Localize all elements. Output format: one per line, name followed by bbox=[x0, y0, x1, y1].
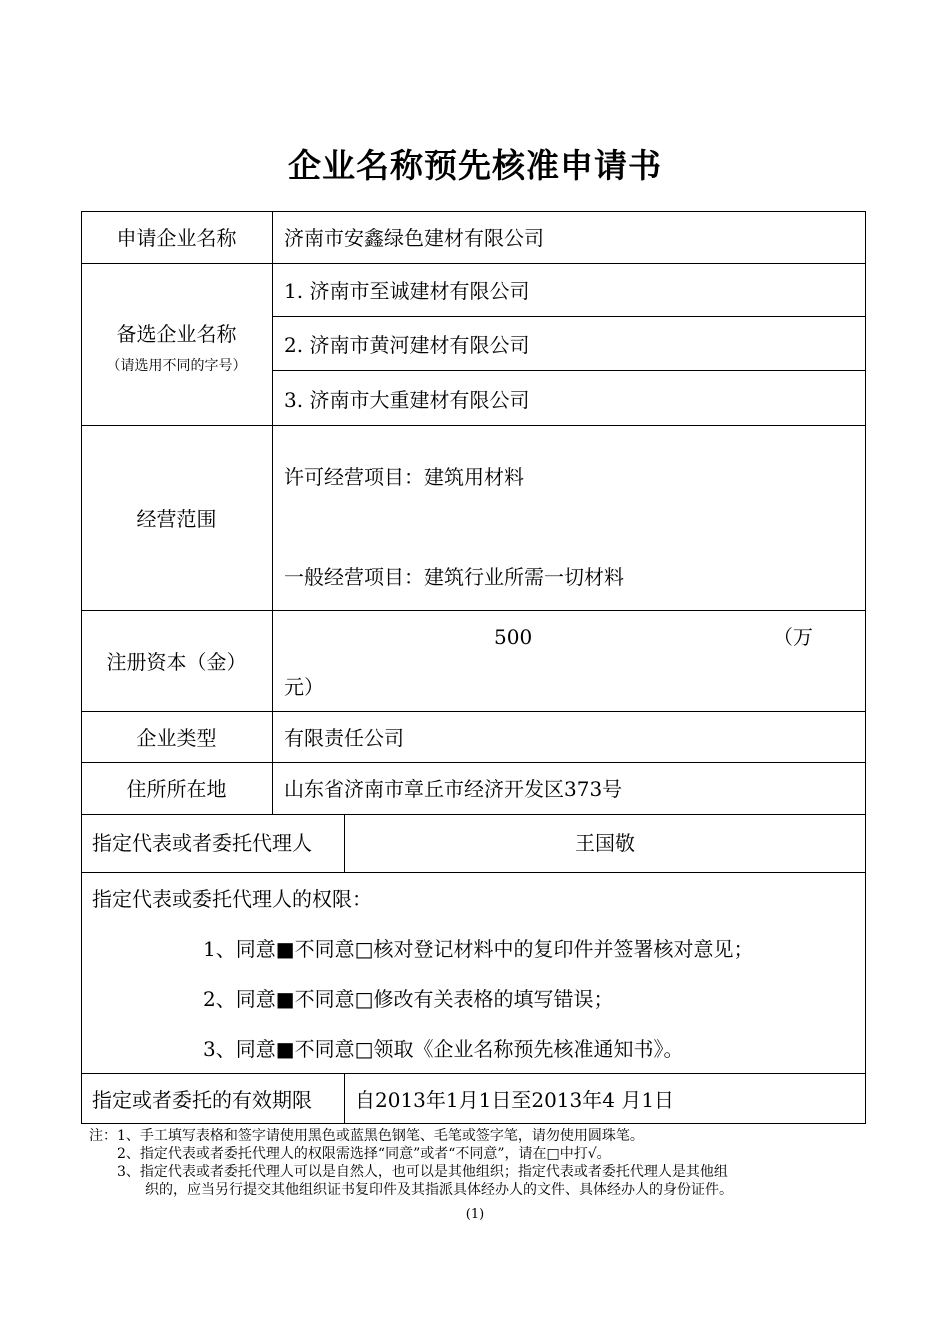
alternate-name-2: 2. 济南市黄河建材有限公司 bbox=[284, 333, 530, 357]
row-divider bbox=[272, 316, 866, 317]
row-divider bbox=[81, 711, 866, 712]
authority-heading: 指定代表或委托代理人的权限： bbox=[92, 887, 372, 911]
row-divider bbox=[81, 1073, 866, 1074]
validity-value: 自2013年1月1日至2013年4 月1日 bbox=[355, 1088, 675, 1112]
representative-label: 指定代表或者委托代理人 bbox=[92, 831, 312, 855]
row-divider bbox=[81, 263, 866, 264]
authority-item-3: 3、同意■不同意□领取《企业名称预先核准通知书》。 bbox=[203, 1037, 684, 1061]
authority-item-1: 1、同意■不同意□核对登记材料中的复印件并签署核对意见； bbox=[203, 937, 754, 961]
registered-capital-unit-continued: 元） bbox=[284, 675, 324, 699]
alternate-name-1: 1. 济南市至诚建材有限公司 bbox=[284, 279, 530, 303]
column-divider bbox=[272, 211, 273, 814]
business-scope-label: 经营范围 bbox=[136, 507, 217, 531]
licensed-business-items: 许可经营项目：建筑用材料 bbox=[284, 465, 524, 489]
row-divider bbox=[81, 425, 866, 426]
alternate-names-sublabel: （请选用不同的字号） bbox=[106, 358, 247, 374]
row-divider bbox=[81, 814, 866, 815]
representative-value: 王国敬 bbox=[575, 831, 635, 855]
footnote-2: 2、指定代表或者委托代理人的权限需选择“同意”或者“不同意”，请在□中打√。 bbox=[117, 1146, 611, 1162]
page-title: 企业名称预先核准申请书 bbox=[288, 146, 662, 185]
address-value: 山东省济南市章丘市经济开发区373号 bbox=[284, 777, 623, 801]
row-divider bbox=[272, 370, 866, 371]
footnote-3-continued: 织的，应当另行提交其他组织证书复印件及其指派具体经办人的文件、具体经办人的身份证件。 bbox=[145, 1182, 733, 1198]
column-divider bbox=[344, 1073, 345, 1124]
applicant-name-value: 济南市安鑫绿色建材有限公司 bbox=[284, 226, 544, 250]
alternate-name-3: 3. 济南市大重建材有限公司 bbox=[284, 388, 530, 412]
registered-capital-label: 注册资本（金） bbox=[106, 650, 247, 674]
registered-capital-unit: （万 bbox=[773, 625, 813, 649]
footnote-1: 注：1、手工填写表格和签字请使用黑色或蓝黑色钢笔、毛笔或签字笔，请勿使用圆珠笔。 bbox=[89, 1128, 644, 1144]
page-number: (1) bbox=[465, 1207, 485, 1222]
registered-capital-amount: 500 bbox=[494, 625, 533, 649]
alternate-names-label: 备选企业名称 bbox=[116, 322, 237, 346]
authority-item-2: 2、同意■不同意□修改有关表格的填写错误； bbox=[203, 987, 614, 1011]
applicant-name-label: 申请企业名称 bbox=[116, 226, 237, 250]
footnote-3: 3、指定代表或者委托代理人可以是自然人，也可以是其他组织；指定代表或者委托代理人是其他组 bbox=[117, 1164, 728, 1180]
general-business-items: 一般经营项目：建筑行业所需一切材料 bbox=[284, 565, 624, 589]
validity-label: 指定或者委托的有效期限 bbox=[92, 1088, 312, 1112]
row-divider bbox=[81, 610, 866, 611]
row-divider bbox=[81, 762, 866, 763]
address-label: 住所所在地 bbox=[126, 777, 227, 801]
company-type-label: 企业类型 bbox=[136, 726, 217, 750]
company-type-value: 有限责任公司 bbox=[284, 726, 404, 750]
row-divider bbox=[81, 872, 866, 873]
